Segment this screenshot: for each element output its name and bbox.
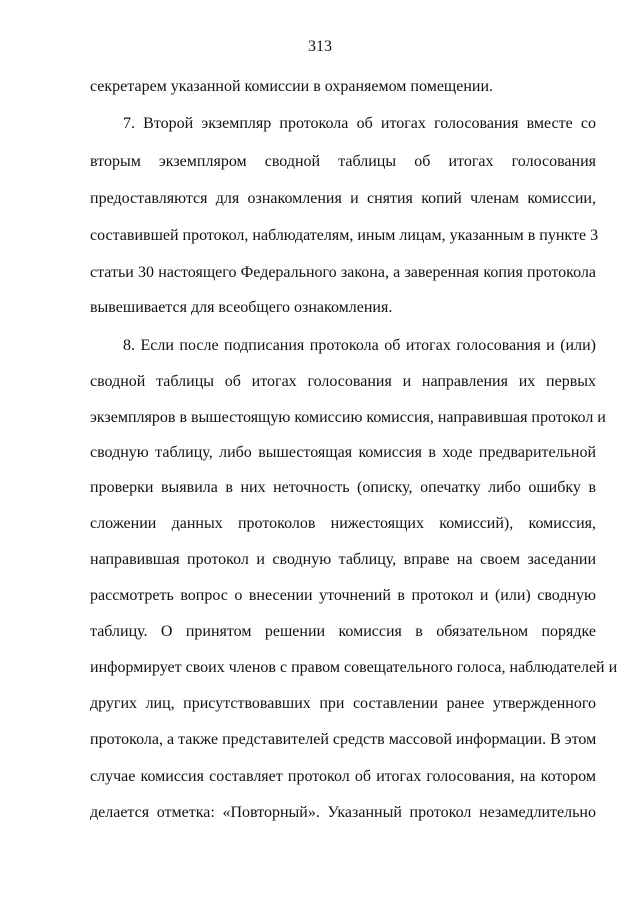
text-line: таблицу. О принятом решении комиссия в обязательном порядке [90,623,596,640]
text-line: вторым экземпляром сводной таблицы об итогах голосования [90,153,596,170]
text-line: сложении данных протоколов нижестоящих комиссий), комиссия, [90,515,596,532]
text-line: сводную таблицу, либо вышестоящая комиссия в ходе предварительной [90,444,596,461]
text-line: проверки выявила в них неточность (описку, опечатку либо ошибку в [90,479,596,496]
paragraph-8-start: 8. Если после подписания протокола об итогах голосования и (или) [123,337,596,354]
text-line: рассмотреть вопрос о внесении уточнений в протокол и (или) сводную [90,587,596,604]
text-line: экземпляров в вышестоящую комиссию комиссия, направившая протокол и [90,409,606,426]
paragraph-7-start: 7. Второй экземпляр протокола об итогах голосования вместе со [123,115,596,132]
text-line: протокола, а также представителей средств массовой информации. В этом [90,731,597,748]
text-line: случае комиссия составляет протокол об итогах голосования, на котором [90,768,596,785]
text-line: других лиц, присутствовавших при составлении ранее утвержденного [90,695,596,712]
text-line: предоставляются для ознакомления и снятия копий членам комиссии, [90,190,596,207]
text-line: сводной таблицы об итогах голосования и направления их первых [90,373,596,390]
page-number: 313 [308,38,332,55]
text-line: секретарем указанной комиссии в охраняемом помещении. [90,78,494,95]
text-line: направившая протокол и сводную таблицу, вправе на своем заседании [90,551,596,568]
text-line: информирует своих членов с правом совещательного голоса, наблюдателей и [90,659,618,676]
text-line: делается отметка: «Повторный». Указанный протокол незамедлительно [90,804,596,821]
text-line: составившей протокол, наблюдателям, иным лицам, указанным в пункте 3 [90,227,599,244]
text-line: статьи 30 настоящего Федерального закона, а заверенная копия протокола [90,264,596,281]
text-line: вывешивается для всеобщего ознакомления. [90,299,393,316]
